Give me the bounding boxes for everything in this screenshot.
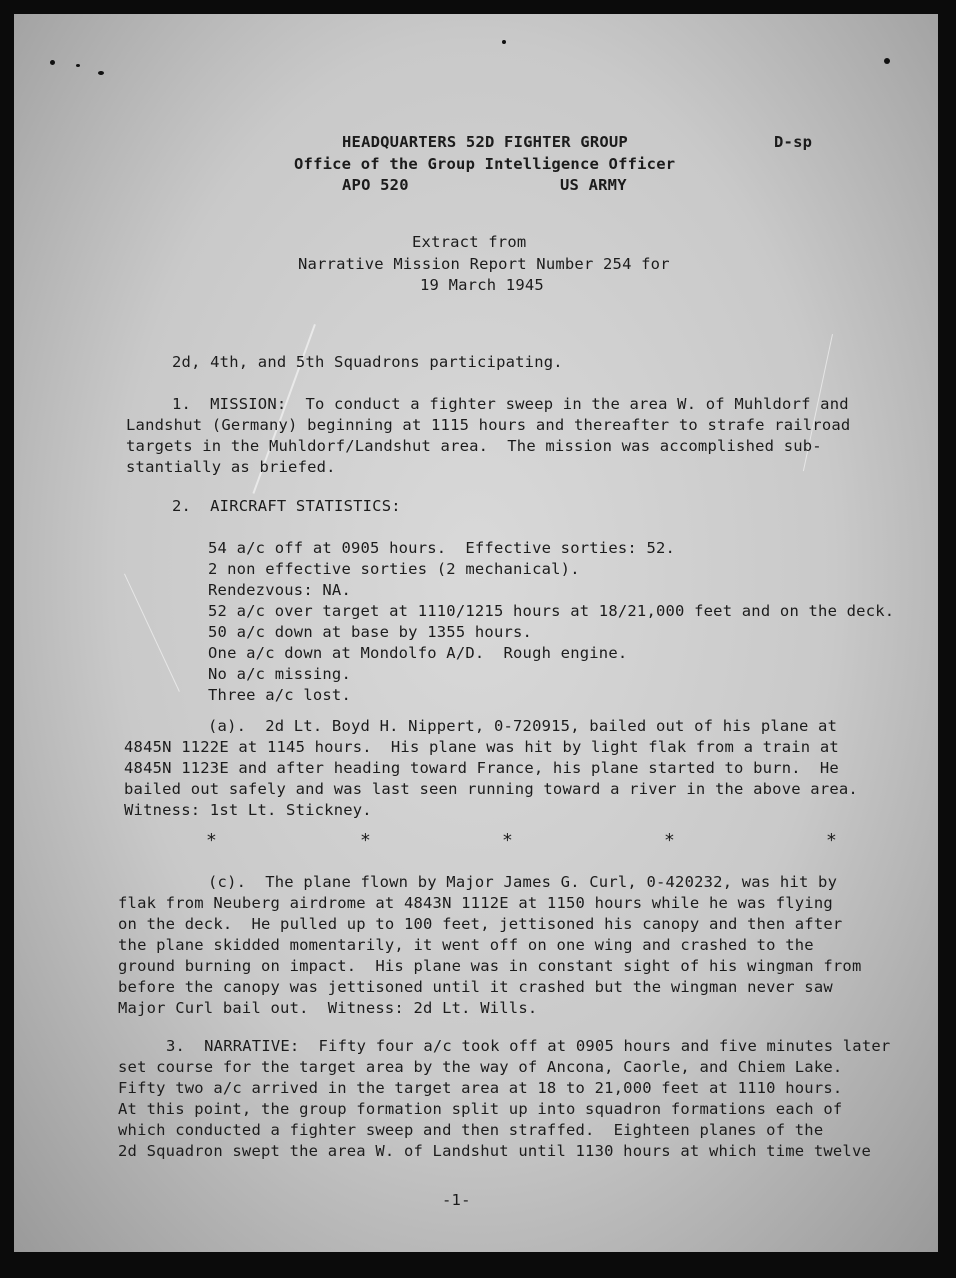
film-scratch (124, 574, 180, 692)
stats-item: 52 a/c over target at 1110/1215 hours at 18/21,000 feet and on the deck. (208, 602, 895, 620)
para-c-line: the plane skidded momentarily, it went off on one wing and crashed to the (118, 936, 814, 954)
mission-line: stantially as briefed. (126, 458, 336, 476)
narrative-line: set course for the target area by the way of Ancona, Caorle, and Chiem Lake. (118, 1058, 843, 1076)
document-page (14, 14, 938, 1252)
narrative-line: At this point, the group formation split up into squadron formations each of (118, 1100, 843, 1118)
film-speck (884, 58, 890, 64)
para-c-line: flak from Neuberg airdrome at 4843N 1112E at 1150 hours while he was flying (118, 894, 833, 912)
para-c-line: before the canopy was jettisoned until it crashed but the wingman never saw (118, 978, 833, 996)
separator-asterisk: * (360, 830, 371, 851)
header-apo: APO 520 (342, 176, 409, 194)
stats-item: 54 a/c off at 0905 hours. Effective sorties: 52. (208, 539, 676, 557)
para-c-line: Major Curl bail out. Witness: 2d Lt. Wills. (118, 999, 538, 1017)
stats-item: 2 non effective sorties (2 mechanical). (208, 560, 580, 578)
separator-asterisk: * (206, 830, 217, 851)
film-speck (50, 60, 55, 65)
separator-asterisk: * (826, 830, 837, 851)
narrative-line: which conducted a fighter sweep and then straffed. Eighteen planes of the (118, 1121, 824, 1139)
stats-item: 50 a/c down at base by 1355 hours. (208, 623, 533, 641)
stats-item: Three a/c lost. (208, 686, 351, 704)
narrative-line: 2d Squadron swept the area W. of Landshut until 1130 hours at which time twelve (118, 1142, 872, 1160)
stats-item: One a/c down at Mondolfo A/D. Rough engine. (208, 644, 628, 662)
title-report: Narrative Mission Report Number 254 for (298, 255, 670, 273)
para-a-line: 4845N 1123E and after heading toward France, his plane started to burn. He (124, 759, 839, 777)
mission-line: Landshut (Germany) beginning at 1115 hours and thereafter to strafe railroad (126, 416, 851, 434)
mission-line: 1. MISSION: To conduct a fighter sweep in the area W. of Muhldorf and (172, 395, 849, 413)
separator-asterisk: * (502, 830, 513, 851)
stats-heading: 2. AIRCRAFT STATISTICS: (172, 497, 401, 515)
stats-item: No a/c missing. (208, 665, 351, 683)
header-office: Office of the Group Intelligence Officer (294, 155, 676, 173)
para-a-line: (a). 2d Lt. Boyd H. Nippert, 0-720915, bailed out of his plane at (208, 717, 838, 735)
para-c-line: ground burning on impact. His plane was in constant sight of his wingman from (118, 957, 862, 975)
stats-item: Rendezvous: NA. (208, 581, 351, 599)
para-a-line: Witness: 1st Lt. Stickney. (124, 801, 372, 819)
participating-line: 2d, 4th, and 5th Squadrons participating. (172, 353, 563, 371)
header-army: US ARMY (560, 176, 627, 194)
film-speck (502, 40, 506, 44)
header-unit: HEADQUARTERS 52D FIGHTER GROUP (342, 133, 628, 151)
narrative-line: 3. NARRATIVE: Fifty four a/c took off at 0905 hours and five minutes later (166, 1037, 891, 1055)
para-c-line: (c). The plane flown by Major James G. Curl, 0-420232, was hit by (208, 873, 838, 891)
narrative-line: Fifty two a/c arrived in the target area at 18 to 21,000 feet at 1110 hours. (118, 1079, 843, 1097)
para-c-line: on the deck. He pulled up to 100 feet, jettisoned his canopy and then after (118, 915, 843, 933)
para-a-line: bailed out safely and was last seen running toward a river in the above area. (124, 780, 858, 798)
mission-line: targets in the Muhldorf/Landshut area. The mission was accomplished sub- (126, 437, 822, 455)
separator-asterisk: * (664, 830, 675, 851)
para-a-line: 4845N 1122E at 1145 hours. His plane was hit by light flak from a train at (124, 738, 839, 756)
header-corner-code: D-sp (774, 133, 813, 151)
title-date: 19 March 1945 (420, 276, 544, 294)
film-speck (76, 64, 80, 67)
page-number: -1- (442, 1191, 471, 1209)
film-speck (98, 71, 104, 75)
title-extract: Extract from (412, 233, 527, 251)
